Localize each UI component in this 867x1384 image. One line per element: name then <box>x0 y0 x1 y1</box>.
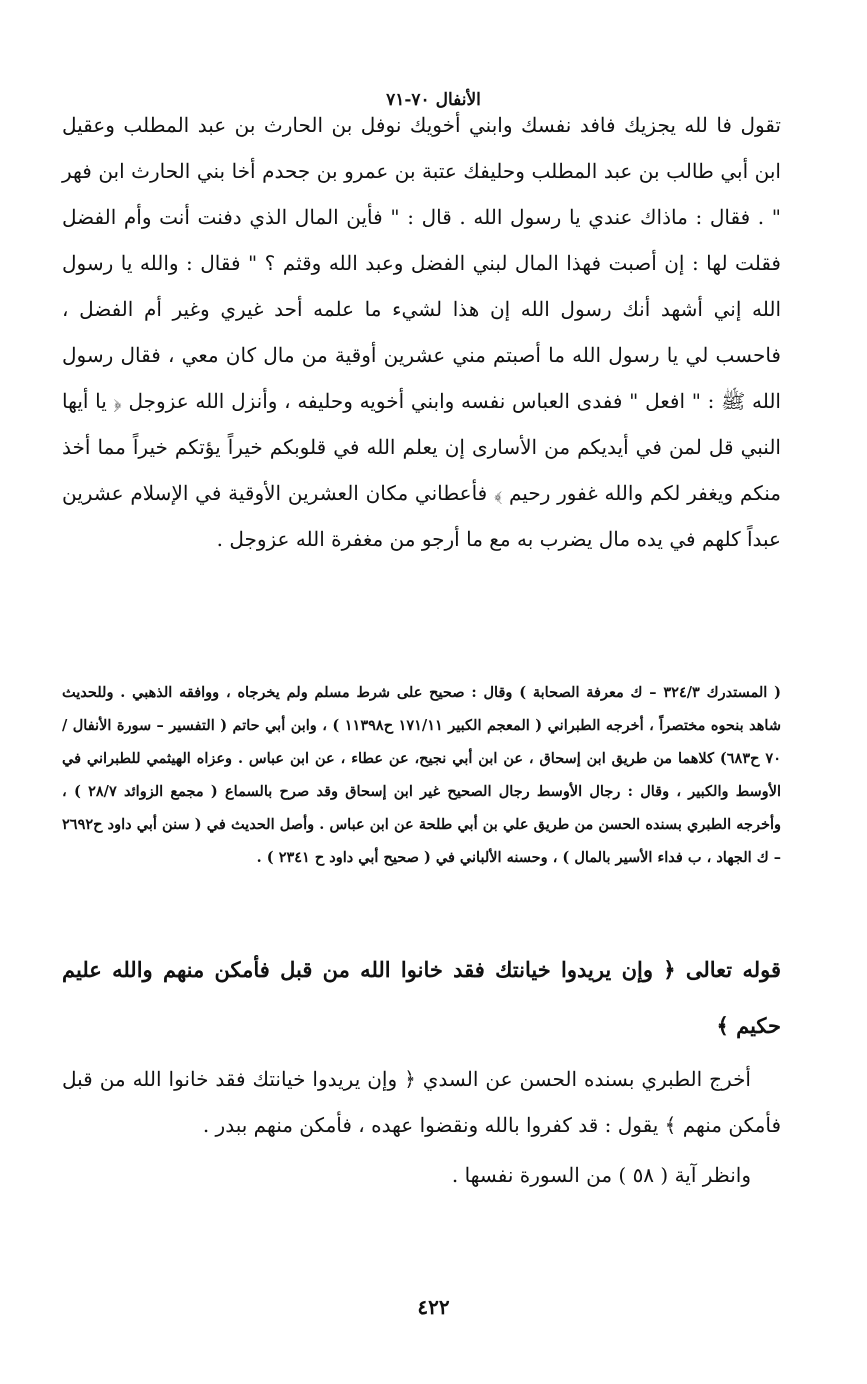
page-number: ٤٢٢ <box>417 1295 450 1319</box>
commentary-text: أخرج الطبري بسنده الحسن عن السدي ﴿ وإن يريدوا خيانتك فقد خانوا الله من قبل فأمكن منهم ﴾ يقول : قد كفروا بالله ونقضوا عهده ، فأمكن منهم ببدر . <box>62 1067 781 1137</box>
hadith-narration: تقول فا لله يجزيك فافد نفسك وابني أخويك نوفل بن الحارث بن عبد المطلب وعقيل ابن أبي طالب بن عبد المطلب وحليفك عتبة بن عمرو بن جحدم أخا بني الحارث ابن فهر " . فقال : ماذاك عندي يا رسول الله . قال : " فأين المال الذي دفنت أنت وأم الفضل فقلت لها : إن أصبت فهذا المال لبني الفضل وعبد الله وقثم ؟ " فقال : والله يا رسول الله إني أشهد أنك رسول الله إن هذا لشيء ما علمه أحد غيري وغير أم الفضل ، فاحسب لي يا رسول الله ما أصبتم مني عشرين أوقية من مال كان معي ، فقال رسول الله ﷺ : " افعل " ففدى العباس نفسه وابني أخويه وحليفه ، وأنزل الله عزوجل ﴿ يا أيها النبي قل لمن في أيديكم من الأسارى إن يعلم الله في قلوبكم خيراً يؤتكم خيراً مما أخذ منكم ويغفر لكم والله غفور رحيم ﴾ فأعطاني مكان العشرين الأوقية في الإسلام عشرين عبداً كلهم في يده مال يضرب به مع ما أرجو من مغفرة الله عزوجل . <box>62 113 781 551</box>
verse-heading: قوله تعالى ﴿ وإن يريدوا خيانتك فقد خانوا الله من قبل فأمكن منهم والله عليم حكيم ﴾ <box>62 957 781 1038</box>
running-header: الأنفال ٧٠-٧١ <box>386 90 481 110</box>
cross-reference: وانظر آية ( ٥٨ ) من السورة نفسها . <box>451 1163 751 1187</box>
footnote-references: ( المستدرك ٣٢٤/٣ – ك معرفة الصحابة ) وقال : صحيح على شرط مسلم ولم يخرجاه ، ووافقه الذهبي . وللحديث شاهد بنحوه مختصراً ، أخرجه الطبراني ( المعجم الكبير ١٧١/١١ ح١١٣٩٨ ) ، وابن أبي حاتم ( التفسير – سورة الأنفال / ٧٠ ح٦٨٣) كلاهما من طريق ابن إسحاق ، عن ابن أبي نجيح، عن عطاء ، عن ابن عباس . وعزاه الهيثمي للطبراني في الأوسط والكبير ، وقال : رجال الأوسط رجال الصحيح غير ابن إسحاق وقد صرح بالسماع ( مجمع الزوائد ٢٨/٧ ) ، وأخرجه الطبري بسنده الحسن من طريق علي بن أبي طلحة عن ابن عباس . وأصل الحديث في ( سنن أبي داود ح٢٦٩٢ – ك الجهاد ، ب فداء الأسير بالمال ) ، وحسنه الألباني في ( صحيح أبي داود ح ٢٣٤١ ) . <box>62 684 781 866</box>
